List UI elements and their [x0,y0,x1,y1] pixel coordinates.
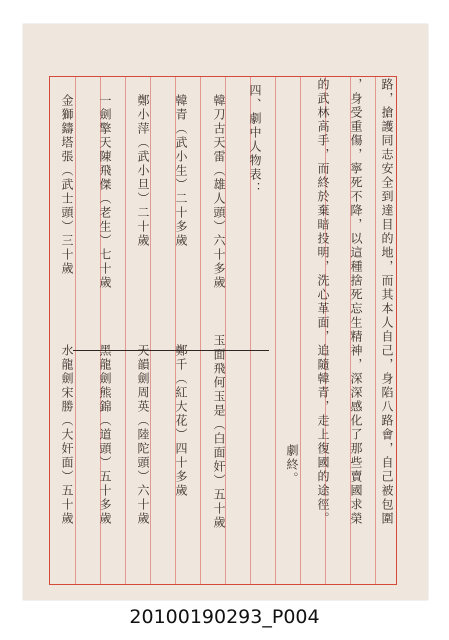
column-rule [300,77,301,584]
end-mark: 劇終。 [285,444,299,486]
cast-entry: 韓刀古天雷（雄人頭）六十多歲 [212,94,226,290]
cast-entry: 金獅鑄塔張（武士頭）三十歲 [60,94,74,276]
text-line: 路，搶護同志安全到達目的地，而其本人自己，身陷八路會，自己被包圍 [380,78,394,526]
cast-entry: 鄭千（紅大花）四十多歲 [174,344,188,498]
cast-entry: 鄭小萍（武小旦）二十歲 [136,94,150,248]
cast-entry: 韓青（武小生）二十多歲 [174,94,188,248]
column-rule [75,77,76,584]
column-rule [275,77,276,584]
document-page [23,24,428,600]
column-rule [125,77,126,584]
cast-entry: 水龍劍宋勝（大奸面）五十歲 [60,344,74,526]
cast-entry: 玉面飛何玉是（白面奸）五十歲 [212,334,226,530]
column-rule [200,77,201,584]
page-id-caption: 20100190293_P004 [129,606,320,628]
text-line: 的武林高手，而終於棄暗投明，洗心革面，追隨韓青，走上復國的途徑。 [316,78,330,526]
column-rule [375,77,376,584]
cast-entry: 天韻劍周英（陸陀頭）六十歲 [136,344,150,526]
cast-heading: 四、劇中人物表： [248,84,262,196]
cast-entry: 一劍擎天陳飛傑（老生）七十歲 [98,94,112,290]
text-line: ，身受重傷，寧死不降，以這種捨死忘生精神，深深感化了那些賣國求榮 [349,78,363,526]
column-rule [150,77,151,584]
cast-entry: 黑龍劍熊錦（道頭）五十多歲 [98,344,112,526]
